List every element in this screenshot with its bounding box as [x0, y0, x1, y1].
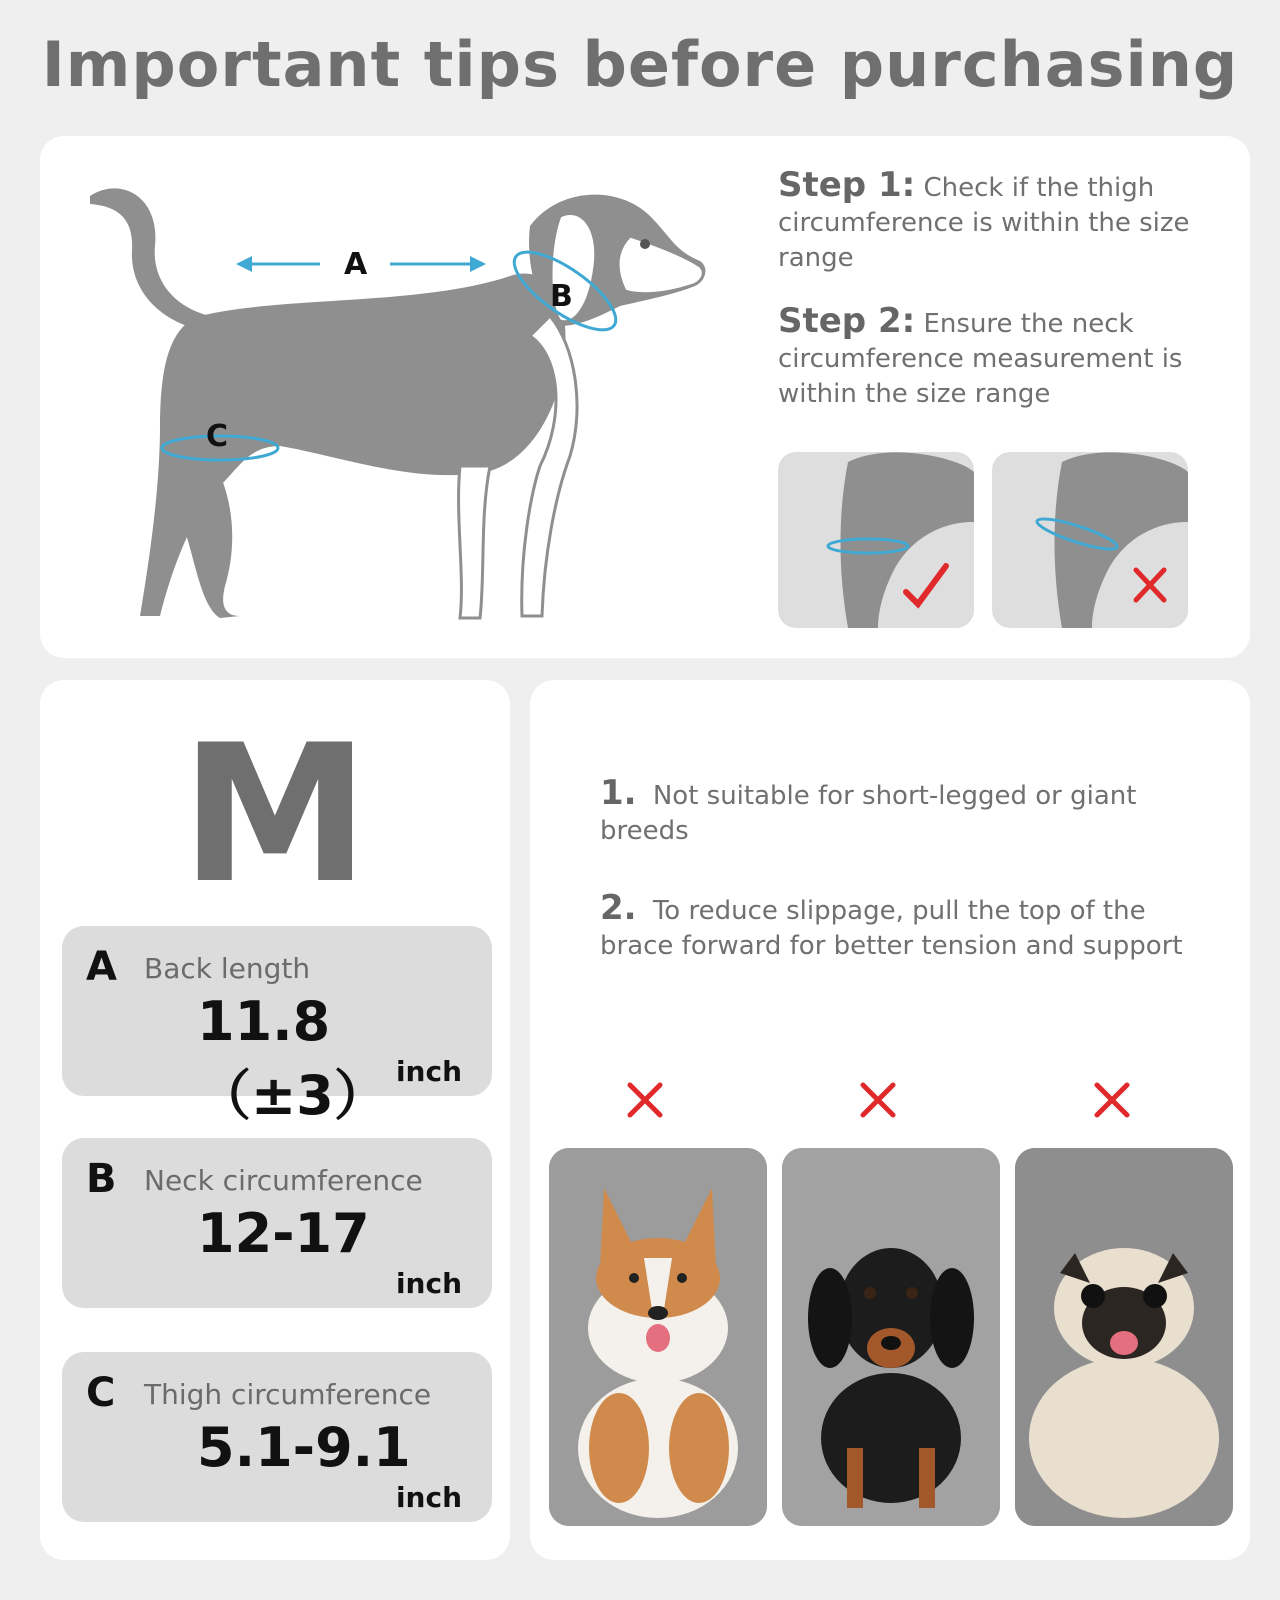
- cross-icon: [625, 1080, 665, 1120]
- measurement-label: Back length: [144, 952, 311, 985]
- note-item: [600, 888, 1210, 964]
- size-spec-card: [40, 680, 510, 1560]
- dog-tail: [90, 188, 210, 331]
- measurement-thigh-circumference: [62, 1352, 492, 1522]
- label-b: B: [550, 279, 573, 314]
- measurement-unit: inch: [395, 1481, 462, 1514]
- measurement-label: Neck circumference: [144, 1164, 423, 1197]
- measurement-letter: B: [86, 1156, 117, 1202]
- note-number: 2.: [600, 888, 637, 928]
- measurement-label: Thigh circumference: [144, 1378, 432, 1411]
- note-text: Not suitable for short-legged or giant breeds: [600, 781, 1137, 846]
- note-number: 1.: [600, 773, 637, 813]
- page-title: Important tips before purchasing: [41, 28, 1239, 101]
- measurement-letter: A: [86, 944, 117, 990]
- notes-card: [530, 680, 1250, 1560]
- label-a: A: [344, 247, 368, 282]
- size-name: M: [180, 704, 370, 925]
- cross-icon: [1092, 1080, 1132, 1120]
- notes-list: [600, 773, 1210, 1006]
- measurement-back-length: [62, 926, 492, 1127]
- step-2: [778, 301, 1218, 412]
- cross-icon: [858, 1080, 898, 1120]
- step-1-label: Step 1:: [778, 165, 916, 205]
- dachshund-photo: [782, 1148, 1000, 1526]
- note-text: To reduce slippage, pull the top of the brace forward for better tension and support: [600, 896, 1183, 961]
- measurement-value: 11.8 （±3）: [197, 990, 388, 1127]
- fit-example-correct: [778, 452, 974, 628]
- step-2-label: Step 2:: [778, 301, 916, 341]
- step-2-text: Ensure the neck circumference measurement is within the size range: [778, 309, 1183, 409]
- measurement-value: 12-17: [197, 1202, 370, 1265]
- measurement-neck-circumference: [62, 1138, 492, 1308]
- dog-eye: [640, 239, 650, 249]
- measurement-unit: inch: [395, 1055, 462, 1088]
- steps-list: [778, 165, 1218, 440]
- dog-diagram: [60, 156, 740, 656]
- note-item: [600, 773, 1210, 849]
- fit-example-incorrect: [992, 452, 1188, 628]
- measurement-letter: C: [86, 1370, 116, 1416]
- pug-photo: [1015, 1148, 1233, 1526]
- measurement-guide-card: [40, 136, 1250, 658]
- step-1: [778, 165, 1218, 276]
- measurement-value: 5.1-9.1: [197, 1416, 411, 1479]
- label-c: C: [206, 419, 229, 454]
- measurement-unit: inch: [395, 1267, 462, 1300]
- corgi-photo: [549, 1148, 767, 1526]
- dog-mid-leg: [459, 466, 490, 618]
- step-1-text: Check if the thigh circumference is within the size range: [778, 173, 1190, 273]
